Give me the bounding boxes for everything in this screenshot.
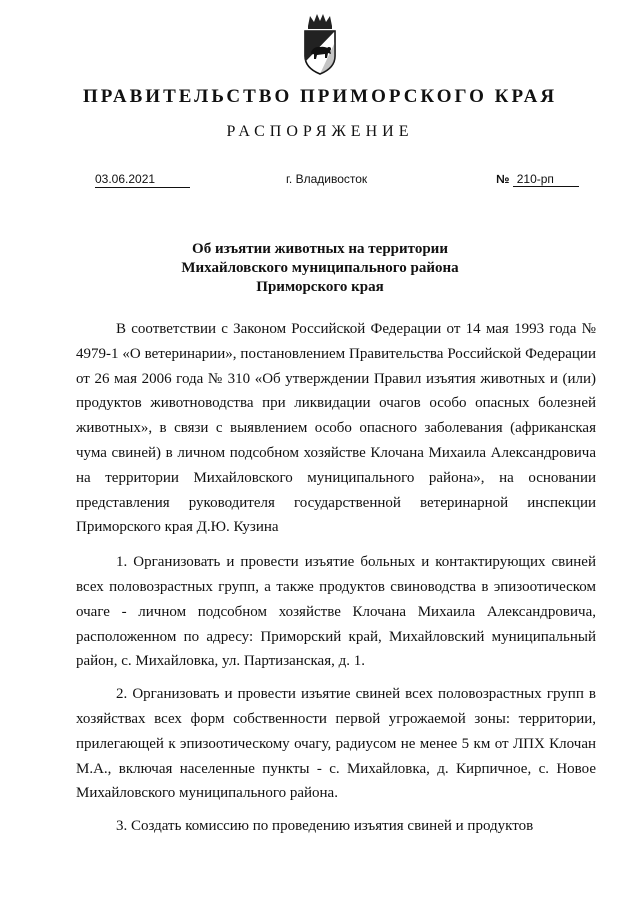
coat-of-arms-icon: [300, 12, 340, 76]
subject-line: Об изъятии животных на территории: [192, 241, 448, 257]
document-body: [76, 317, 596, 847]
document-subject: [0, 240, 640, 297]
document-date: 03.06.2021: [95, 172, 190, 188]
subject-line: Приморского края: [256, 279, 384, 295]
document-number: [496, 172, 579, 187]
number-value: 210-рп: [513, 172, 579, 187]
government-title: ПРАВИТЕЛЬСТВО ПРИМОРСКОГО КРАЯ: [82, 86, 558, 107]
order-item-1: 1. Организовать и провести изъятие больных и контактирующих свиней всех половозрастных групп, а также продуктов свиноводства в эпизоотическом очаге - личном подсобном хозяйстве Клочана Михаила Александровича, расположенном по адресу: Приморский край, Михайловский муниципальный район, с. Михайловка, ул. Партизанская, д. 1.: [76, 554, 596, 670]
number-sign: №: [496, 172, 510, 186]
document-city: г. Владивосток: [286, 172, 368, 186]
subject-line: Михайловского муниципального района: [181, 260, 459, 276]
preamble-paragraph: В соответствии с Законом Российской Федерации от 14 мая 1993 года № 4979-1 «О ветеринарии», постановлением Правительства Российской Федерации от 26 мая 2006 года № 310 «Об утверждении Правил изъятия животных и (или) продуктов животноводства при ликвидации очагов особо опасных болезней животных», в связи с выявлением особо опасного заболевания (африканская чума свиней) в личном подсобном хозяйстве Клочана Михаила Александровича на территории Михайловского муниципального района», на основании представления руководителя государственной ветеринарной инспекции Приморского края Д.Ю. Кузина: [76, 321, 596, 536]
order-item-3: 3. Создать комиссию по проведению изъятия свиней и продуктов: [116, 818, 534, 835]
document-type: РАСПОРЯЖЕНИЕ: [226, 123, 414, 140]
order-item-2: 2. Организовать и провести изъятие свиней всех половозрастных групп в хозяйствах всех форм собственности первой угрожаемой зоны: территории, прилегающей к эпизоотическому очагу, радиусом не менее 5 км от ЛПХ Клочан М.А., включая населенные пункты - с. Михайловка, д. Кирпичное, с. Новое Михайловского муниципального района.: [76, 686, 596, 802]
